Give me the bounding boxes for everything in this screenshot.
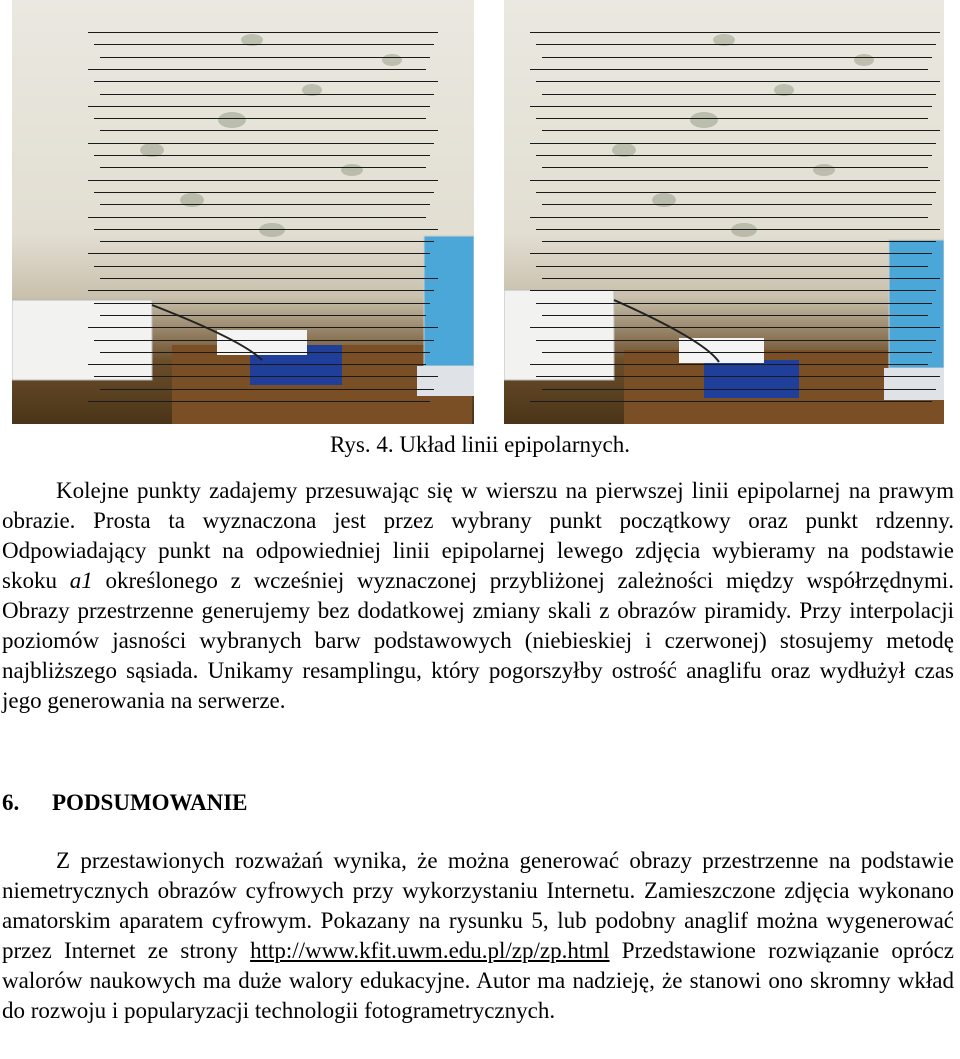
paragraph-2 xyxy=(2,846,954,1026)
figure-epipolar-lines xyxy=(0,0,960,424)
epipolar-line xyxy=(536,81,940,82)
epipolar-line xyxy=(94,44,434,45)
epipolar-line xyxy=(542,241,936,242)
epipolar-line xyxy=(536,266,928,267)
epipolar-line xyxy=(530,217,928,218)
epipolar-line xyxy=(530,290,936,291)
epipolar-line xyxy=(530,32,940,33)
source-link[interactable]: http://www.kfit.uwm.edu.pl/zp/zp.html xyxy=(250,938,610,963)
left-photo-scene xyxy=(12,0,474,424)
epipolar-line xyxy=(94,376,438,377)
epipolar-line xyxy=(94,229,438,230)
paragraph-2-text: Z przestawionych rozważań wynika, że można generować obrazy przestrzenne na podstawie niemetrycznych obrazów cyfrowych przy wykorzystaniu Internetu. Zamieszczone zdjęcia wykonano amatorskim aparatem cyfrowym. Pokazany na rysunku 5, lub podobny anaglif można wygenerować przez Internet ze strony xyxy=(2,848,954,963)
section-number: 6. xyxy=(2,790,20,815)
epipolar-line xyxy=(100,389,434,390)
epipolar-line xyxy=(542,57,932,58)
epipolar-line xyxy=(88,180,438,181)
epipolar-line xyxy=(536,303,932,304)
epipolar-line xyxy=(536,340,936,341)
epipolar-line xyxy=(88,143,434,144)
epipolar-line xyxy=(88,401,430,402)
epipolar-line xyxy=(94,155,430,156)
paragraph-1-text-after: określonego z wcześniej wyznaczonej przybliżonej zależności między współrzędnymi. Obrazy przestrzenne generujemy bez dodatkowej zmiany skali z obrazów piramidy. Przy interpolacji poziomów jasności wybranych barw podstawowych (niebieskiej i czerwonej) stosujemy metodę najbliższego sąsiada. Unikamy resamplingu, który pogorszyłby ostrość anaglifu oraz wydłużył czas jego generowania na serwerze. xyxy=(2,568,955,713)
epipolar-line xyxy=(94,340,434,341)
epipolar-line xyxy=(94,303,430,304)
paragraph-1-text: Kolejne punkty zadajemy przesuwając się w wierszu na pierwszej linii epipolarnej na prawym obrazie. Prosta ta wyznaczona jest przez wybrany punkt początkowy oraz punkt rdzenny. Odpowiadający punkt na odpowiedniej linii epipolarnej lewego zdjęcia wybieramy na podstawie skoku xyxy=(2,478,954,593)
epipolar-line xyxy=(530,143,936,144)
left-photo xyxy=(12,0,474,424)
epipolar-line xyxy=(100,94,434,95)
epipolar-line xyxy=(530,327,940,328)
epipolar-line xyxy=(88,364,426,365)
epipolar-line xyxy=(530,69,928,70)
epipolar-line xyxy=(530,106,932,107)
epipolar-line xyxy=(94,192,434,193)
epipolar-line xyxy=(88,253,430,254)
epipolar-line xyxy=(542,204,932,205)
epipolar-line xyxy=(94,81,438,82)
epipolar-line xyxy=(100,241,434,242)
epipolar-line xyxy=(100,278,438,279)
paragraph-2-text-after: Przedstawione rozwiązanie oprócz walorów naukowych ma duże walory edukacyjne. Autor ma nadzieję, że stanowi ono skromny wkład do rozwoju i popularyzacji technologii fotogrametrycznych. xyxy=(2,938,954,1023)
epipolar-line xyxy=(536,118,928,119)
epipolar-line xyxy=(536,155,932,156)
section-title: PODSUMOWANIE xyxy=(52,790,248,815)
epipolar-line xyxy=(542,315,928,316)
epipolar-line xyxy=(542,278,940,279)
epipolar-line xyxy=(100,352,430,353)
epipolar-line xyxy=(100,130,438,131)
epipolar-line xyxy=(530,253,932,254)
epipolar-line xyxy=(530,180,940,181)
epipolar-line xyxy=(88,69,426,70)
epipolar-line xyxy=(542,167,928,168)
epipolar-line xyxy=(100,315,426,316)
epipolar-line xyxy=(88,290,434,291)
epipolar-line xyxy=(94,266,426,267)
epipolar-line xyxy=(542,94,936,95)
epipolar-line xyxy=(100,57,430,58)
section-heading xyxy=(2,788,248,818)
epipolar-line xyxy=(542,352,932,353)
epipolar-line xyxy=(94,118,426,119)
epipolar-line xyxy=(100,167,426,168)
figure-caption: Rys. 4. Układ linii epipolarnych. xyxy=(330,432,630,457)
epipolar-line xyxy=(536,376,940,377)
epipolar-line xyxy=(536,229,940,230)
epipolar-line xyxy=(88,106,430,107)
epipolar-line xyxy=(100,204,430,205)
paragraph-1 xyxy=(2,476,954,716)
epipolar-line xyxy=(542,389,936,390)
epipolar-line xyxy=(536,44,936,45)
paragraph-1-term: a1 xyxy=(69,568,93,593)
epipolar-line xyxy=(536,192,936,193)
epipolar-line xyxy=(542,130,940,131)
epipolar-line xyxy=(88,217,426,218)
epipolar-line xyxy=(88,32,438,33)
epipolar-line xyxy=(530,401,932,402)
epipolar-line xyxy=(530,364,928,365)
right-photo xyxy=(504,0,944,424)
epipolar-line xyxy=(88,327,438,328)
right-photo-scene xyxy=(504,0,944,424)
